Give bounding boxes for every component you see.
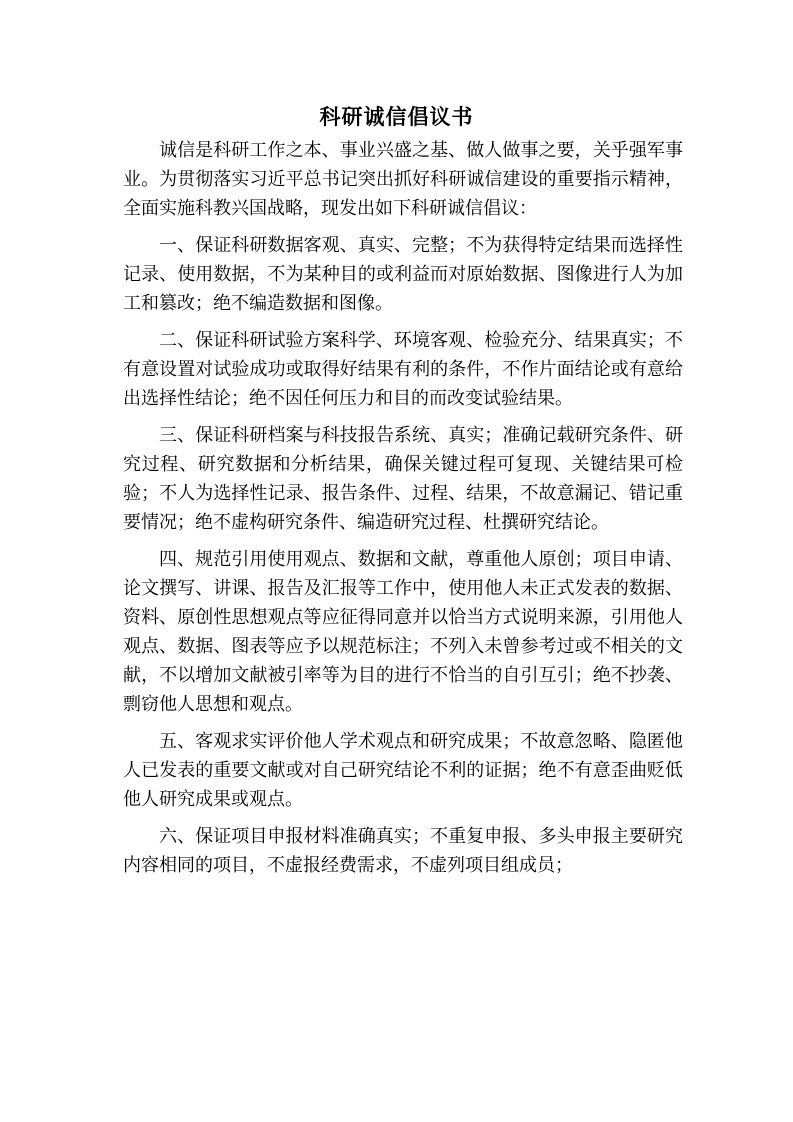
paragraph-item-2: 二、保证科研试验方案科学、环境客观、检验充分、结果真实；不有意设置对试验成功或取得好结果有利的条件，不作片面结论或有意给出选择性结论；绝不因任何压力和目的而改变试验结果。 xyxy=(123,330,683,409)
paragraph-item-4: 四、规范引用使用观点、数据和文献，尊重他人原创；项目申请、论文撰写、讲课、报告及汇报等工作中，使用他人未正式发表的数据、资料、原创性思想观点等应征得同意并以恰当方式说明来源，引用他人观点、数据、图表等应予以规范标注；不列入未曾参考过或不相关的文献，不以增加文献被引率等为目的进行不恰当的自引互引；绝不抄袭、剽窃他人思想和观点。 xyxy=(123,549,683,715)
document-body xyxy=(123,136,683,880)
paragraph-item-5: 五、客观求实评价他人学术观点和研究成果；不故意忽略、隐匿他人已发表的重要文献或对自己研究结论不利的证据；绝不有意歪曲贬低他人研究成果或观点。 xyxy=(123,731,683,810)
document-title: 科研诚信倡议书 xyxy=(319,104,474,129)
paragraph-item-3: 三、保证科研档案与科技报告系统、真实；准确记载研究条件、研究过程、研究数据和分析结果，确保关键过程可复现、关键结果可检验；不人为选择性记录、报告条件、过程、结果，不故意漏记、错记重要情况；绝不虚构研究条件、编造研究过程、杜撰研究结论。 xyxy=(123,425,683,533)
paragraph-item-6: 六、保证项目申报材料准确真实；不重复申报、多头申报主要研究内容相同的项目，不虚报经费需求，不虚列项目组成员； xyxy=(123,826,683,876)
paragraph-intro: 诚信是科研工作之本、事业兴盛之基、做人做事之要，关乎强军事业。为贯彻落实习近平总书记突出抓好科研诚信建设的重要指示精神，全面实施科教兴国战略，现发出如下科研诚信倡议： xyxy=(123,140,683,219)
paragraph-item-1: 一、保证科研数据客观、真实、完整；不为获得特定结果而选择性记录、使用数据，不为某种目的或利益而对原始数据、图像进行人为加工和篡改；绝不编造数据和图像。 xyxy=(123,235,683,314)
